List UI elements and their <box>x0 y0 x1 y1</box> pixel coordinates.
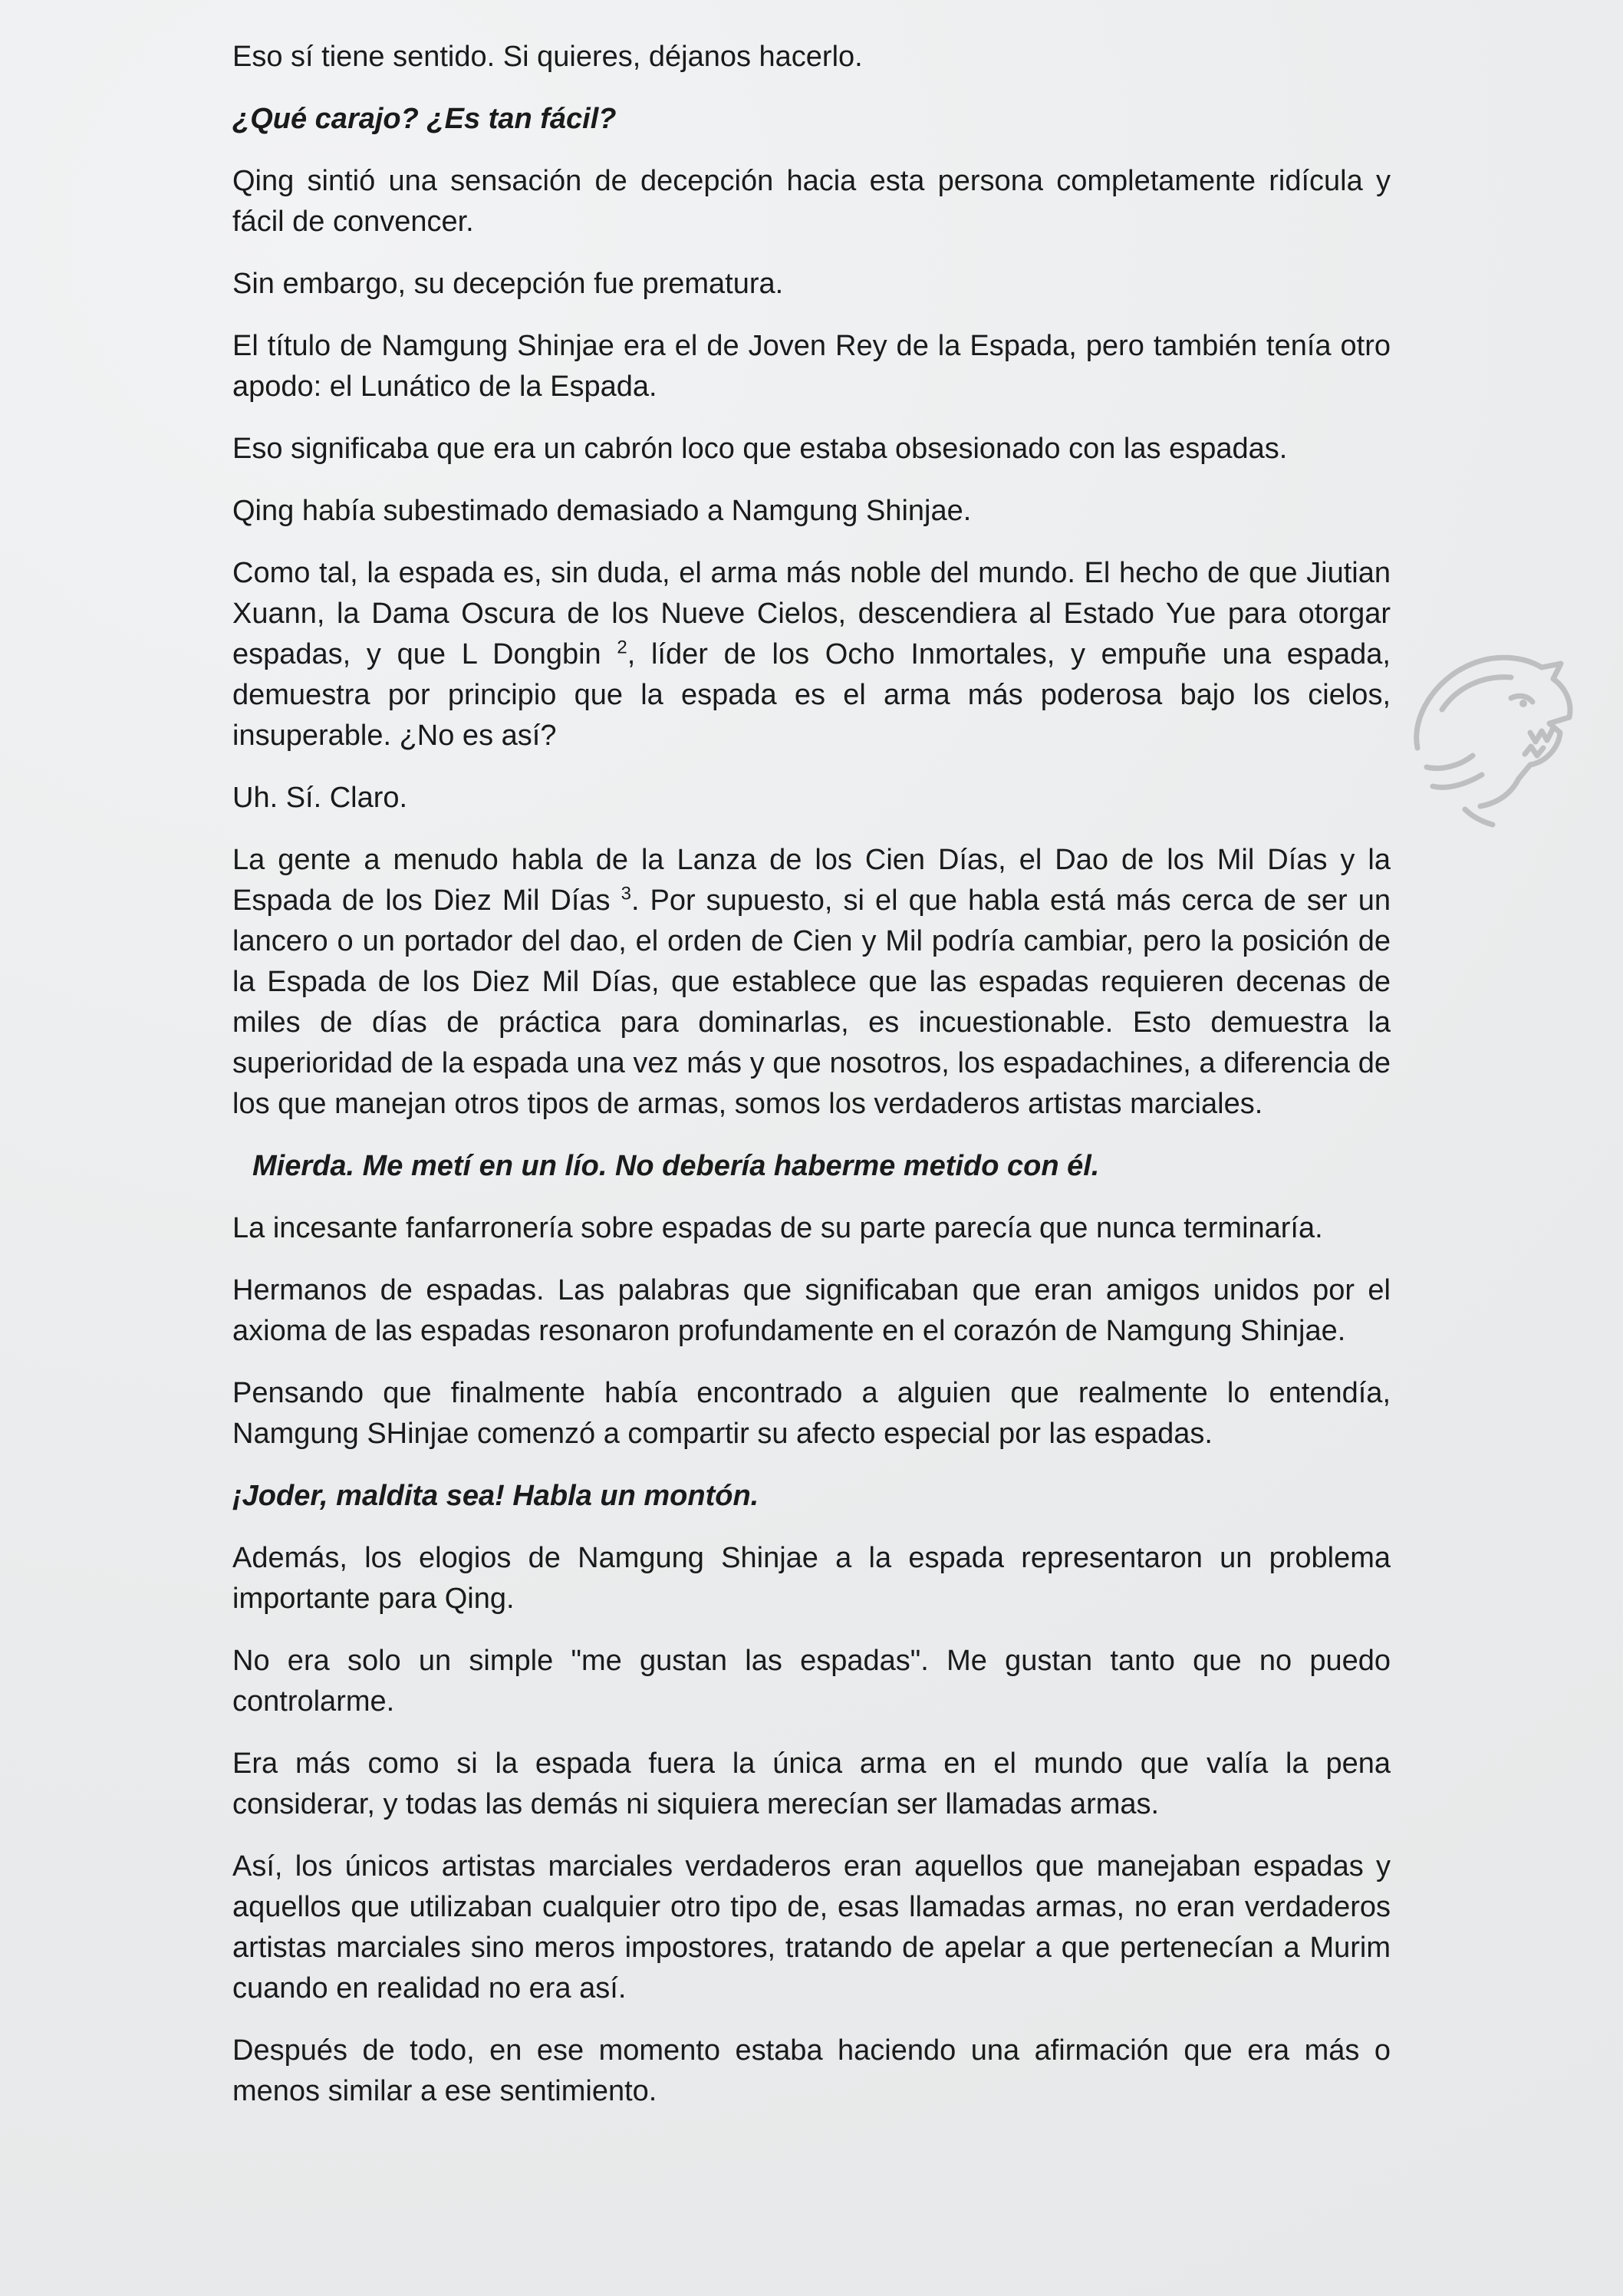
dinosaur-head-icon <box>1396 633 1580 832</box>
paragraph: La incesante fanfarronería sobre espadas de su parte parecía que nunca terminaría. <box>232 1212 1323 1244</box>
paragraph: Después de todo, en ese momento estaba haciendo una afirmación que era más o menos similar a ese sentimiento. <box>232 2034 1391 2107</box>
paragraph: Qing había subestimado demasiado a Namgung Shinjae. <box>232 495 972 527</box>
paragraph: Pensando que finalmente había encontrado a alguien que realmente lo entendía, Namgung SHinjae comenzó a compartir su afecto especial por las espadas. <box>232 1377 1391 1450</box>
paragraph: Uh. Sí. Claro. <box>232 782 408 814</box>
paragraph: Sin embargo, su decepción fue prematura. <box>232 268 784 300</box>
thought-paragraph: Mierda. Me metí en un lío. No debería haberme metido con él. <box>252 1150 1100 1182</box>
paragraph-text: . Por supuesto, si el que habla está más cerca de ser un lancero o un portador del dao, el orden de Cien y Mil podría cambiar, pero la posición de la Espada de los Diez Mil Días, que establece que las espadas requieren decenas de miles de días de práctica para dominarlas, es incuestionable. Esto demuestra la superioridad de la espada una vez más y que nosotros, los espadachines, a diferencia de los que manejan otros tipos de armas, somos los verdaderos artistas marciales. <box>232 884 1391 1120</box>
paragraph <box>232 553 1391 756</box>
paragraph: Hermanos de espadas. Las palabras que significaban que eran amigos unidos por el axioma de las espadas resonaron profundamente en el corazón de Namgung Shinjae. <box>232 1274 1391 1347</box>
paragraph: Eso sí tiene sentido. Si quieres, déjanos hacerlo. <box>232 41 863 73</box>
paragraph: El título de Namgung Shinjae era el de Joven Rey de la Espada, pero también tenía otro apodo: el Lunático de la Espada. <box>232 330 1391 403</box>
paragraph: Así, los únicos artistas marciales verdaderos eran aquellos que manejaban espadas y aquellos que utilizaban cualquier otro tipo de, esas llamadas armas, no eran verdaderos artistas marciales sino meros impostores, tratando de apelar a que pertenecían a Murim cuando en realidad no era así. <box>232 1850 1391 2004</box>
paragraph: Además, los elogios de Namgung Shinjae a la espada representaron un problema importante para Qing. <box>232 1542 1391 1615</box>
paragraph-text: Como tal, la espada es, sin duda, el arma más noble del mundo. El hecho de que Jiutian Xuann, la Dama Oscura de los Nueve Cielos, descendiera al Estado Yue para otorgar espadas, y que L Dongbin <box>232 557 1391 670</box>
paragraph: Era más como si la espada fuera la única arma en el mundo que valía la pena considerar, y todas las demás ni siquiera merecían ser llamadas armas. <box>232 1748 1391 1820</box>
document-body <box>232 37 1391 2112</box>
footnote-marker[interactable]: 2 <box>617 637 627 658</box>
paragraph: Eso significaba que era un cabrón loco que estaba obsesionado con las espadas. <box>232 433 1288 465</box>
footnote-marker[interactable]: 3 <box>621 883 631 904</box>
paragraph-text: La gente a menudo habla de la Lanza de los Cien Días, el Dao de los Mil Días y la Espada de los Diez Mil Días <box>232 844 1391 917</box>
paragraph-text: , líder de los Ocho Inmortales, y empuñe una espada, demuestra por principio que la espada es el arma más poderosa bajo los cielos, insuperable. ¿No es así? <box>232 638 1391 752</box>
paragraph <box>232 840 1391 1125</box>
paragraph: Qing sintió una sensación de decepción hacia esta persona completamente ridícula y fácil de convencer. <box>232 165 1391 238</box>
paragraph: No era solo un simple "me gustan las espadas". Me gustan tanto que no puedo controlarme. <box>232 1645 1391 1718</box>
thought-paragraph: ¿Qué carajo? ¿Es tan fácil? <box>232 103 617 135</box>
thought-paragraph: ¡Joder, maldita sea! Habla un montón. <box>232 1480 759 1512</box>
